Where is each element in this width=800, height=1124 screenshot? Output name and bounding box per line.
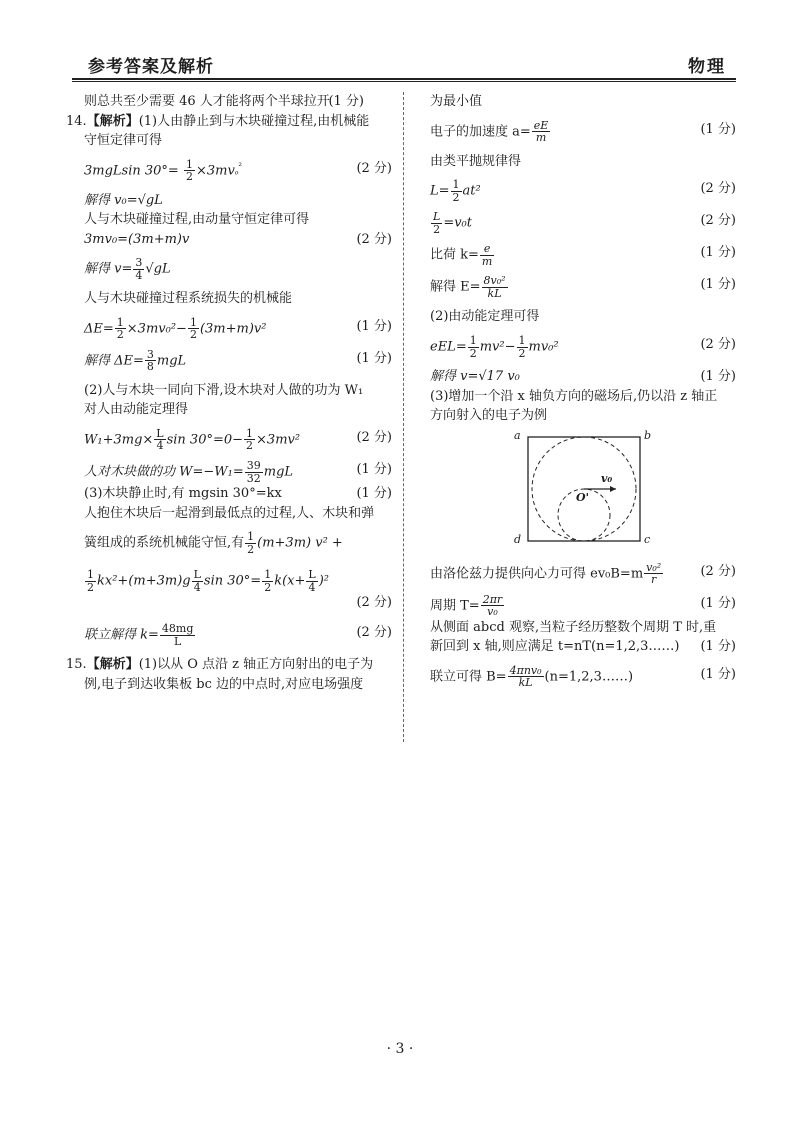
fraction	[468, 335, 479, 359]
eq-text: 3mv₀=(3m+m)v	[84, 231, 190, 247]
fraction	[85, 569, 96, 593]
fraction-den: 2	[452, 190, 460, 204]
fraction	[154, 428, 165, 452]
score: (2 分)	[356, 429, 392, 445]
text: 从侧面 abcd 观察,当粒子经历整数个周期 T 时,重	[430, 619, 717, 635]
header-subject: 物理	[688, 57, 726, 77]
fraction	[188, 317, 199, 341]
eq-part: ×3mv₀²−	[126, 321, 187, 337]
text: 方向射入的电子为例	[430, 408, 548, 424]
fraction-num: 3	[135, 256, 143, 270]
q15-text: (1)以从 O 点沿 z 轴正方向射出的电子为	[138, 657, 374, 673]
eq-delta-e-result	[84, 349, 392, 373]
text: 人抱住木块后一起滑到最低点的过程,人、木块和弹	[84, 505, 375, 521]
fraction	[245, 531, 256, 555]
fraction	[115, 317, 126, 341]
question-number: 15.	[66, 657, 87, 673]
eq-energy-1	[84, 159, 392, 183]
fraction	[644, 562, 663, 586]
fraction-den: 2	[116, 328, 124, 342]
fraction-den: 2	[185, 170, 193, 184]
eq-v-result	[430, 367, 736, 387]
score: (2 分)	[700, 563, 736, 579]
fraction-den: 2	[433, 222, 441, 236]
eq-lorentz	[430, 562, 736, 586]
header-rule-thin	[72, 81, 736, 82]
fraction-num: L	[308, 568, 316, 582]
score: (1 分)	[356, 318, 392, 334]
eq-k-result	[84, 623, 392, 647]
fraction-den: 4	[156, 439, 164, 453]
score: (1 分)	[356, 461, 392, 477]
eq-eEL	[430, 335, 736, 359]
eq-work	[84, 428, 392, 452]
q14-text: (1)人由静止到与木块碰撞过程,由机械能	[138, 113, 370, 129]
eq-part: 周期 T=	[430, 598, 480, 614]
fraction	[482, 275, 508, 299]
fraction-num: 8v₀²	[483, 274, 506, 288]
score: (1 分)	[700, 639, 736, 655]
eq-L2	[430, 211, 736, 235]
score: (1 分)	[356, 350, 392, 366]
eq-L1	[430, 179, 736, 203]
q15-text-cont	[84, 675, 392, 695]
part3-text	[84, 484, 392, 504]
eq-spring	[84, 569, 392, 593]
fraction-den: 4	[135, 268, 143, 282]
eq-part: mgL	[263, 464, 294, 480]
eq-spring-score	[84, 593, 392, 615]
right-column	[430, 92, 736, 689]
eq-part: ×3mv²	[256, 432, 301, 448]
intro-text: 则总共至少需要 46 人才能将两个半球拉开	[84, 94, 330, 109]
score: (2 分)	[356, 160, 392, 176]
text: (2)由动能定理可得	[430, 309, 540, 325]
fraction	[451, 179, 462, 203]
eq-part: (n=1,2,3……)	[544, 669, 634, 685]
column-divider	[403, 92, 404, 742]
energy-loss-text	[84, 289, 392, 309]
fraction-num: v₀²	[646, 560, 662, 574]
q15-heading	[66, 655, 392, 675]
velocity-label: v₀	[601, 471, 613, 485]
eq-part: 3mgLsin 30°=	[84, 163, 179, 179]
eq-part: )²	[318, 573, 329, 589]
r-part3-text-b	[430, 406, 736, 426]
fraction-den: m	[481, 254, 493, 268]
momentum-text	[84, 210, 392, 230]
eq-part: L=	[430, 183, 450, 199]
fraction-den: r	[651, 573, 657, 587]
eq-part: 联立解得 k=	[84, 627, 159, 643]
eq-part: 比荷 k=	[430, 247, 479, 263]
fraction-num: 48mg	[161, 622, 194, 636]
eq-part: W₁+3mg×	[84, 432, 154, 448]
header-section-title: 参考答案及解析	[88, 57, 214, 77]
fraction	[480, 243, 494, 267]
eq-part: sin 30°=0−	[166, 432, 244, 448]
eq-part: at²	[462, 183, 481, 199]
fraction-den: 2	[469, 346, 477, 360]
eq-part: ΔE=	[84, 321, 114, 337]
r-line1	[430, 92, 736, 112]
fraction-num: 1	[247, 530, 255, 544]
text: (3)增加一个沿 x 轴负方向的磁场后,仍以沿 z 轴正	[430, 388, 718, 404]
text: 为最小值	[430, 94, 483, 109]
r-obs-text-b	[430, 637, 736, 657]
part3-text-c	[84, 531, 392, 555]
eq-part: mv²−	[479, 339, 516, 355]
eq-E	[430, 275, 736, 299]
page-number: · 3 ·	[386, 1041, 414, 1057]
fraction-den: 2	[189, 328, 197, 342]
analysis-tag: 【解析】	[86, 657, 139, 673]
field-diagram	[430, 428, 736, 552]
fraction-num: 1	[452, 178, 460, 192]
text: 新回到 x 轴,则应满足 t=nT(n=1,2,3……)	[430, 639, 680, 655]
eq-part: 由洛伦兹力提供向心力可得 ev₀B=m	[430, 566, 644, 582]
fraction-den: L	[173, 634, 182, 648]
score: (2 分)	[700, 181, 736, 197]
fraction	[244, 428, 255, 452]
eq-momentum	[84, 230, 392, 250]
score: (2 分)	[700, 213, 736, 229]
intro-line	[84, 92, 392, 112]
fraction-den: 4	[193, 580, 201, 594]
center-label: O'	[576, 490, 589, 504]
eq-sub: ₀	[234, 167, 239, 178]
fraction-den: 2	[518, 346, 526, 360]
eq-acceleration	[430, 120, 736, 144]
eq-part: mgL	[156, 353, 187, 369]
fraction-num: L	[193, 568, 201, 582]
fraction	[517, 335, 528, 359]
score: (2 分)	[356, 625, 392, 641]
eq-part: 人对木块做的功 W=−W₁=	[84, 464, 244, 480]
eq-part: 解得 ΔE=	[84, 353, 144, 369]
eq-delta-e	[84, 317, 392, 341]
analysis-tag: 【解析】	[86, 113, 139, 129]
fraction	[431, 211, 442, 235]
fraction	[184, 159, 195, 183]
corner-label-b: b	[644, 428, 652, 442]
fraction	[192, 569, 203, 593]
fraction-den: 2	[246, 439, 254, 453]
corner-label-a: a	[514, 428, 521, 442]
fraction-den: 8	[146, 360, 154, 374]
score: (1 分)	[700, 277, 736, 293]
eq-part: eEL=	[430, 339, 467, 355]
fraction	[133, 257, 144, 281]
q14-text-2: 守恒定律可得	[84, 133, 163, 148]
fraction	[508, 665, 544, 689]
text: 人与木块碰撞过程系统损失的机械能	[84, 291, 293, 307]
eq-part: kx²+(m+3m)g	[97, 573, 191, 589]
text: (2)人与木块一同向下滑,设木块对人做的功为 W₁	[84, 382, 364, 398]
eq-part: =v₀t	[443, 215, 472, 231]
fraction-num: 1	[185, 157, 193, 171]
fraction-den: m	[535, 131, 547, 145]
r-part2-text	[430, 307, 736, 327]
score: (1 分)	[328, 94, 364, 109]
fraction-num: 1	[469, 333, 477, 347]
score: (1 分)	[700, 245, 736, 261]
fraction-num: 1	[87, 568, 94, 582]
score: (1 分)	[700, 121, 736, 137]
fraction	[532, 120, 551, 144]
eq-part: 解得 v=	[84, 261, 133, 277]
q15-text-2: 例,电子到达收集板 bc 边的中点时,对应电场强度	[84, 676, 364, 692]
fraction	[145, 349, 156, 373]
eq-sup: ²	[238, 161, 243, 172]
r-projectile-text	[430, 152, 736, 172]
score: (2 分)	[700, 336, 736, 352]
question-number: 14.	[66, 113, 87, 129]
part2-text	[84, 381, 392, 401]
eq-text: 解得 v=√17 v₀	[430, 369, 520, 385]
score: (1 分)	[700, 666, 736, 682]
q14-text-cont	[84, 131, 392, 151]
text: (3)木块静止时,有 mgsin 30°=kx	[84, 486, 282, 502]
eq-part: √gL	[145, 261, 171, 277]
score: (1 分)	[700, 369, 736, 385]
eq-B	[430, 665, 736, 689]
fraction-num: 1	[264, 568, 272, 582]
fraction-num: 4πnv₀	[509, 663, 542, 677]
fraction-den: v₀	[487, 605, 498, 619]
eq-part: ×3mv	[195, 163, 235, 179]
fraction-num: L	[433, 210, 441, 224]
fraction	[262, 569, 273, 593]
fraction	[481, 594, 505, 618]
fraction-num: 2πr	[482, 592, 503, 606]
eq-part: 联立可得 B=	[430, 669, 507, 685]
fraction	[306, 569, 317, 593]
header-rule	[72, 78, 736, 80]
eq-part: k(x+	[274, 573, 306, 589]
eq-v0	[84, 191, 392, 211]
text: 簧组成的系统机械能守恒,有	[84, 535, 245, 551]
fraction-den: 2	[247, 542, 255, 556]
fraction-num: 1	[116, 315, 124, 329]
left-column	[66, 92, 392, 694]
eq-v	[84, 257, 392, 281]
part3-text-b	[84, 504, 392, 524]
fraction-num: 1	[189, 315, 197, 329]
q14-heading	[66, 112, 392, 132]
r-part3-text	[430, 387, 736, 407]
eq-part: mv₀²	[528, 339, 559, 355]
score: (2 分)	[356, 231, 392, 247]
fraction-num: 1	[246, 426, 254, 440]
eq-part: 解得 E=	[430, 279, 481, 295]
eq-k	[430, 243, 736, 267]
fraction-num: 3	[146, 347, 154, 361]
score: (1 分)	[700, 595, 736, 611]
eq-work-result	[84, 460, 392, 484]
text: 对人由动能定理得	[84, 402, 189, 418]
fraction-den: 2	[87, 580, 94, 594]
fraction-den: 4	[308, 580, 316, 594]
fraction-num: e	[480, 243, 494, 256]
fraction	[160, 623, 195, 647]
text: 人与木块碰撞过程,由动量守恒定律可得	[84, 212, 310, 228]
fraction-den: 32	[246, 471, 261, 485]
eq-part: (3m+m)v²	[199, 321, 267, 337]
fraction-num: L	[156, 426, 164, 440]
part2-text-b	[84, 400, 392, 420]
eq-part: 电子的加速度 a=	[430, 124, 531, 140]
corner-label-d: d	[514, 532, 522, 546]
score: (1 分)	[356, 486, 392, 502]
text: 由类平抛规律得	[430, 153, 522, 169]
eq-text: 解得 v₀=√gL	[84, 192, 163, 208]
r-obs-text	[430, 618, 736, 638]
fraction-num: eE	[533, 118, 549, 132]
corner-label-c: c	[644, 532, 651, 546]
fraction-den: 2	[264, 580, 272, 594]
fraction-den: kL	[518, 676, 533, 690]
fraction-den: kL	[487, 286, 502, 300]
eq-part: sin 30°=	[203, 573, 262, 589]
eq-part: (m+3m) v² +	[257, 535, 343, 551]
fraction	[245, 460, 263, 484]
fraction-num: 39	[246, 458, 261, 472]
eq-period	[430, 594, 736, 618]
fraction-num: 1	[518, 333, 526, 347]
score: (2 分)	[356, 595, 392, 611]
